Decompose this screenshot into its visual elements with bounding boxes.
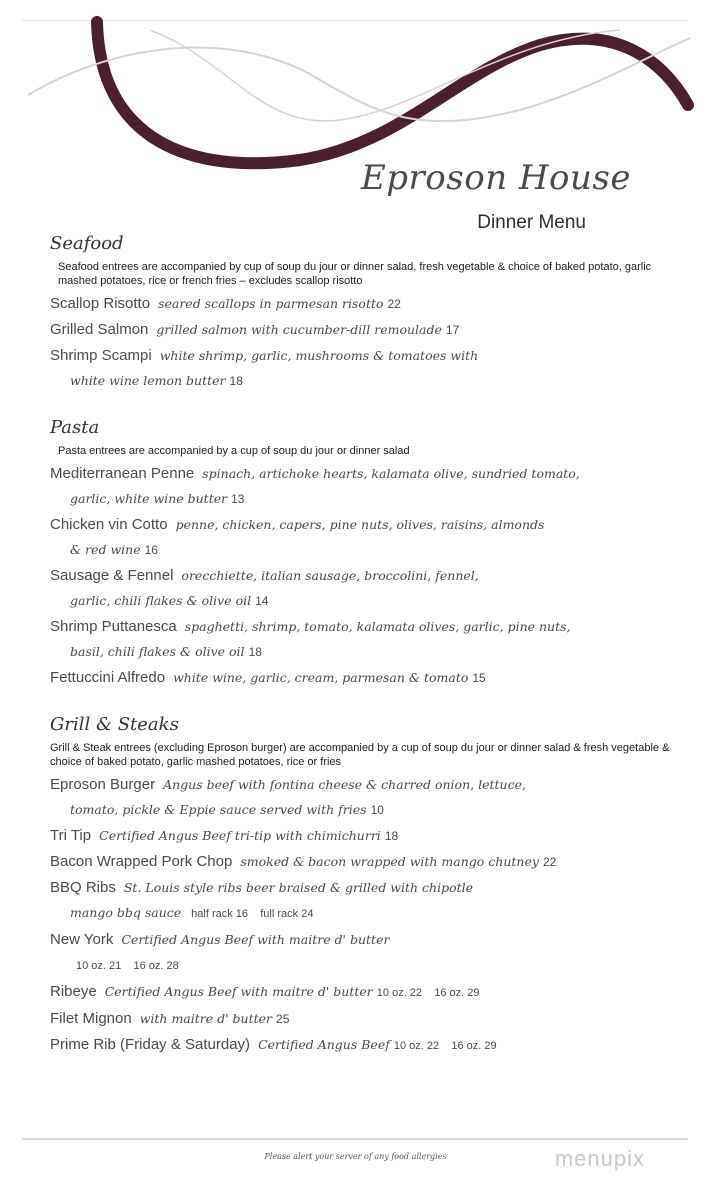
item-desc-2: mango bbq sauce <box>70 905 182 920</box>
item-desc-2: white wine lemon butter <box>70 373 226 388</box>
item-price-options: 10 oz. 22 16 oz. 29 <box>376 987 480 999</box>
section-seafood <box>50 232 670 394</box>
item-name: Tri Tip <box>50 827 92 844</box>
swoosh-dark-curve <box>97 22 688 163</box>
item-desc-2: garlic, white wine butter <box>70 491 228 506</box>
item-price: 22 <box>387 297 401 311</box>
menu-item <box>50 823 670 849</box>
menu-item <box>50 979 670 1006</box>
item-price: 16 <box>144 543 158 557</box>
item-desc: Certified Angus Beef with maitre d' butter <box>121 932 390 947</box>
item-price: 10 <box>370 803 384 817</box>
swoosh-light-curve-2 <box>150 30 620 121</box>
item-desc: Certified Angus Beef <box>258 1037 390 1052</box>
item-price-options: half rack 16 full rack 24 <box>191 908 314 920</box>
item-price: 17 <box>445 323 460 337</box>
item-name: Fettuccini Alfredo <box>50 669 166 686</box>
item-price: 18 <box>384 829 399 843</box>
menu-item <box>50 291 670 317</box>
item-desc-continued <box>50 900 670 927</box>
item-desc: grilled salmon with cucumber-dill remoulade <box>156 322 442 337</box>
item-name: Chicken vin Cotto <box>50 516 168 533</box>
item-desc: seared scallops in parmesan risotto <box>158 296 384 311</box>
menu-item <box>50 849 670 875</box>
item-desc: spinach, artichoke hearts, kalamata olive, sundried tomato, <box>202 466 580 481</box>
section-title: Pasta <box>50 417 100 438</box>
restaurant-title: Eproson House <box>360 158 631 198</box>
section-grill-steaks <box>50 713 670 1059</box>
item-desc: Angus beef with fontina cheese & charred onion, lettuce, <box>163 777 526 792</box>
item-desc: smoked & bacon wrapped with mango chutney <box>240 854 539 869</box>
item-name: BBQ Ribs <box>50 879 116 896</box>
item-desc: spaghetti, shrimp, tomato, kalamata olives, garlic, pine nuts, <box>184 619 571 634</box>
item-desc-2: basil, chili flakes & olive oil <box>70 644 245 659</box>
item-name: Filet Mignon <box>50 1010 132 1027</box>
item-price: 13 <box>231 492 245 506</box>
menu-subtitle: Dinner Menu <box>477 212 586 233</box>
item-desc-continued <box>50 639 670 665</box>
item-desc: with maitre d' butter <box>139 1011 273 1026</box>
item-desc-2: garlic, chili flakes & olive oil <box>70 593 252 608</box>
watermark-logo: menupix <box>554 1146 645 1171</box>
item-desc: St. Louis style ribs beer braised & grilled with chipotle <box>123 880 474 895</box>
item-name: Bacon Wrapped Pork Chop <box>50 853 233 870</box>
item-desc-continued <box>50 486 670 512</box>
bottom-rule <box>22 1138 688 1140</box>
item-desc-continued <box>50 588 670 614</box>
item-name: Grilled Salmon <box>50 321 149 338</box>
item-name: Mediterranean Penne <box>50 465 195 482</box>
item-desc: Certified Angus Beef tri-tip with chimichurri <box>99 828 381 843</box>
section-note: Pasta entrees are accompanied by a cup of soup du jour or dinner salad <box>58 445 410 457</box>
item-desc-continued <box>50 797 670 823</box>
section-note: Grill & Steak entrees (excluding Eproson burger) are accompanied by a cup of soup du jour or dinner salad & fresh vegetable & choice of baked potato, garlic mashed potatoes, rice or fries <box>50 742 670 768</box>
item-desc: white wine, garlic, cream, parmesan & tomato <box>173 670 469 685</box>
item-desc-continued <box>50 537 670 563</box>
menu-item <box>50 317 670 343</box>
item-price-options: 10 oz. 22 16 oz. 29 <box>393 1040 497 1052</box>
menu-content <box>50 232 670 1079</box>
item-desc-2: tomato, pickle & Eppie sauce served with fries <box>70 802 367 817</box>
item-desc-continued <box>50 368 670 394</box>
item-desc: orecchiette, italian sausage, broccolini, fennel, <box>181 568 479 583</box>
section-pasta <box>50 416 670 691</box>
menu-item <box>50 343 670 394</box>
item-desc-continued <box>50 952 670 979</box>
menu-item <box>50 875 670 927</box>
item-name: Sausage & Fennel <box>50 567 174 584</box>
item-desc: Certified Angus Beef with maitre d' butter <box>104 984 373 999</box>
item-name: Scallop Risotto <box>50 295 151 312</box>
allergy-note: Please alert your server of any food allergies <box>264 1152 447 1161</box>
menu-item <box>50 1032 670 1059</box>
item-price: 18 <box>248 645 262 659</box>
menu-item <box>50 772 670 823</box>
item-name: Eproson Burger <box>50 776 156 793</box>
menu-item <box>50 927 670 979</box>
item-name: Shrimp Scampi <box>50 347 152 364</box>
item-name: Shrimp Puttanesca <box>50 618 177 635</box>
item-price: 25 <box>276 1012 290 1026</box>
menu-item <box>50 665 670 691</box>
item-name: New York <box>50 931 114 948</box>
menu-item <box>50 461 670 512</box>
item-price: 15 <box>472 671 486 685</box>
item-price: 18 <box>229 374 243 388</box>
menu-item <box>50 1006 670 1032</box>
section-note: Seafood entrees are accompanied by cup of soup du jour or dinner salad, fresh vegetable & choice of baked potato, garlic mashed potatoes, rice or french fries – excludes scallop risotto <box>58 261 652 287</box>
item-desc: white shrimp, garlic, mushrooms & tomatoes with <box>159 348 479 363</box>
item-price: 22 <box>542 855 557 869</box>
section-title: Seafood <box>50 233 124 254</box>
item-desc: penne, chicken, capers, pine nuts, olives, raisins, almonds <box>175 517 545 532</box>
item-price-options: 10 oz. 21 16 oz. 28 <box>76 960 179 972</box>
item-price: 14 <box>255 594 269 608</box>
menu-item <box>50 512 670 563</box>
menu-item <box>50 614 670 665</box>
item-name: Prime Rib (Friday & Saturday) <box>50 1036 251 1053</box>
item-desc-2: & red wine <box>70 542 141 557</box>
item-name: Ribeye <box>50 983 97 1000</box>
section-title: Grill & Steaks <box>50 714 179 735</box>
menu-item <box>50 563 670 614</box>
